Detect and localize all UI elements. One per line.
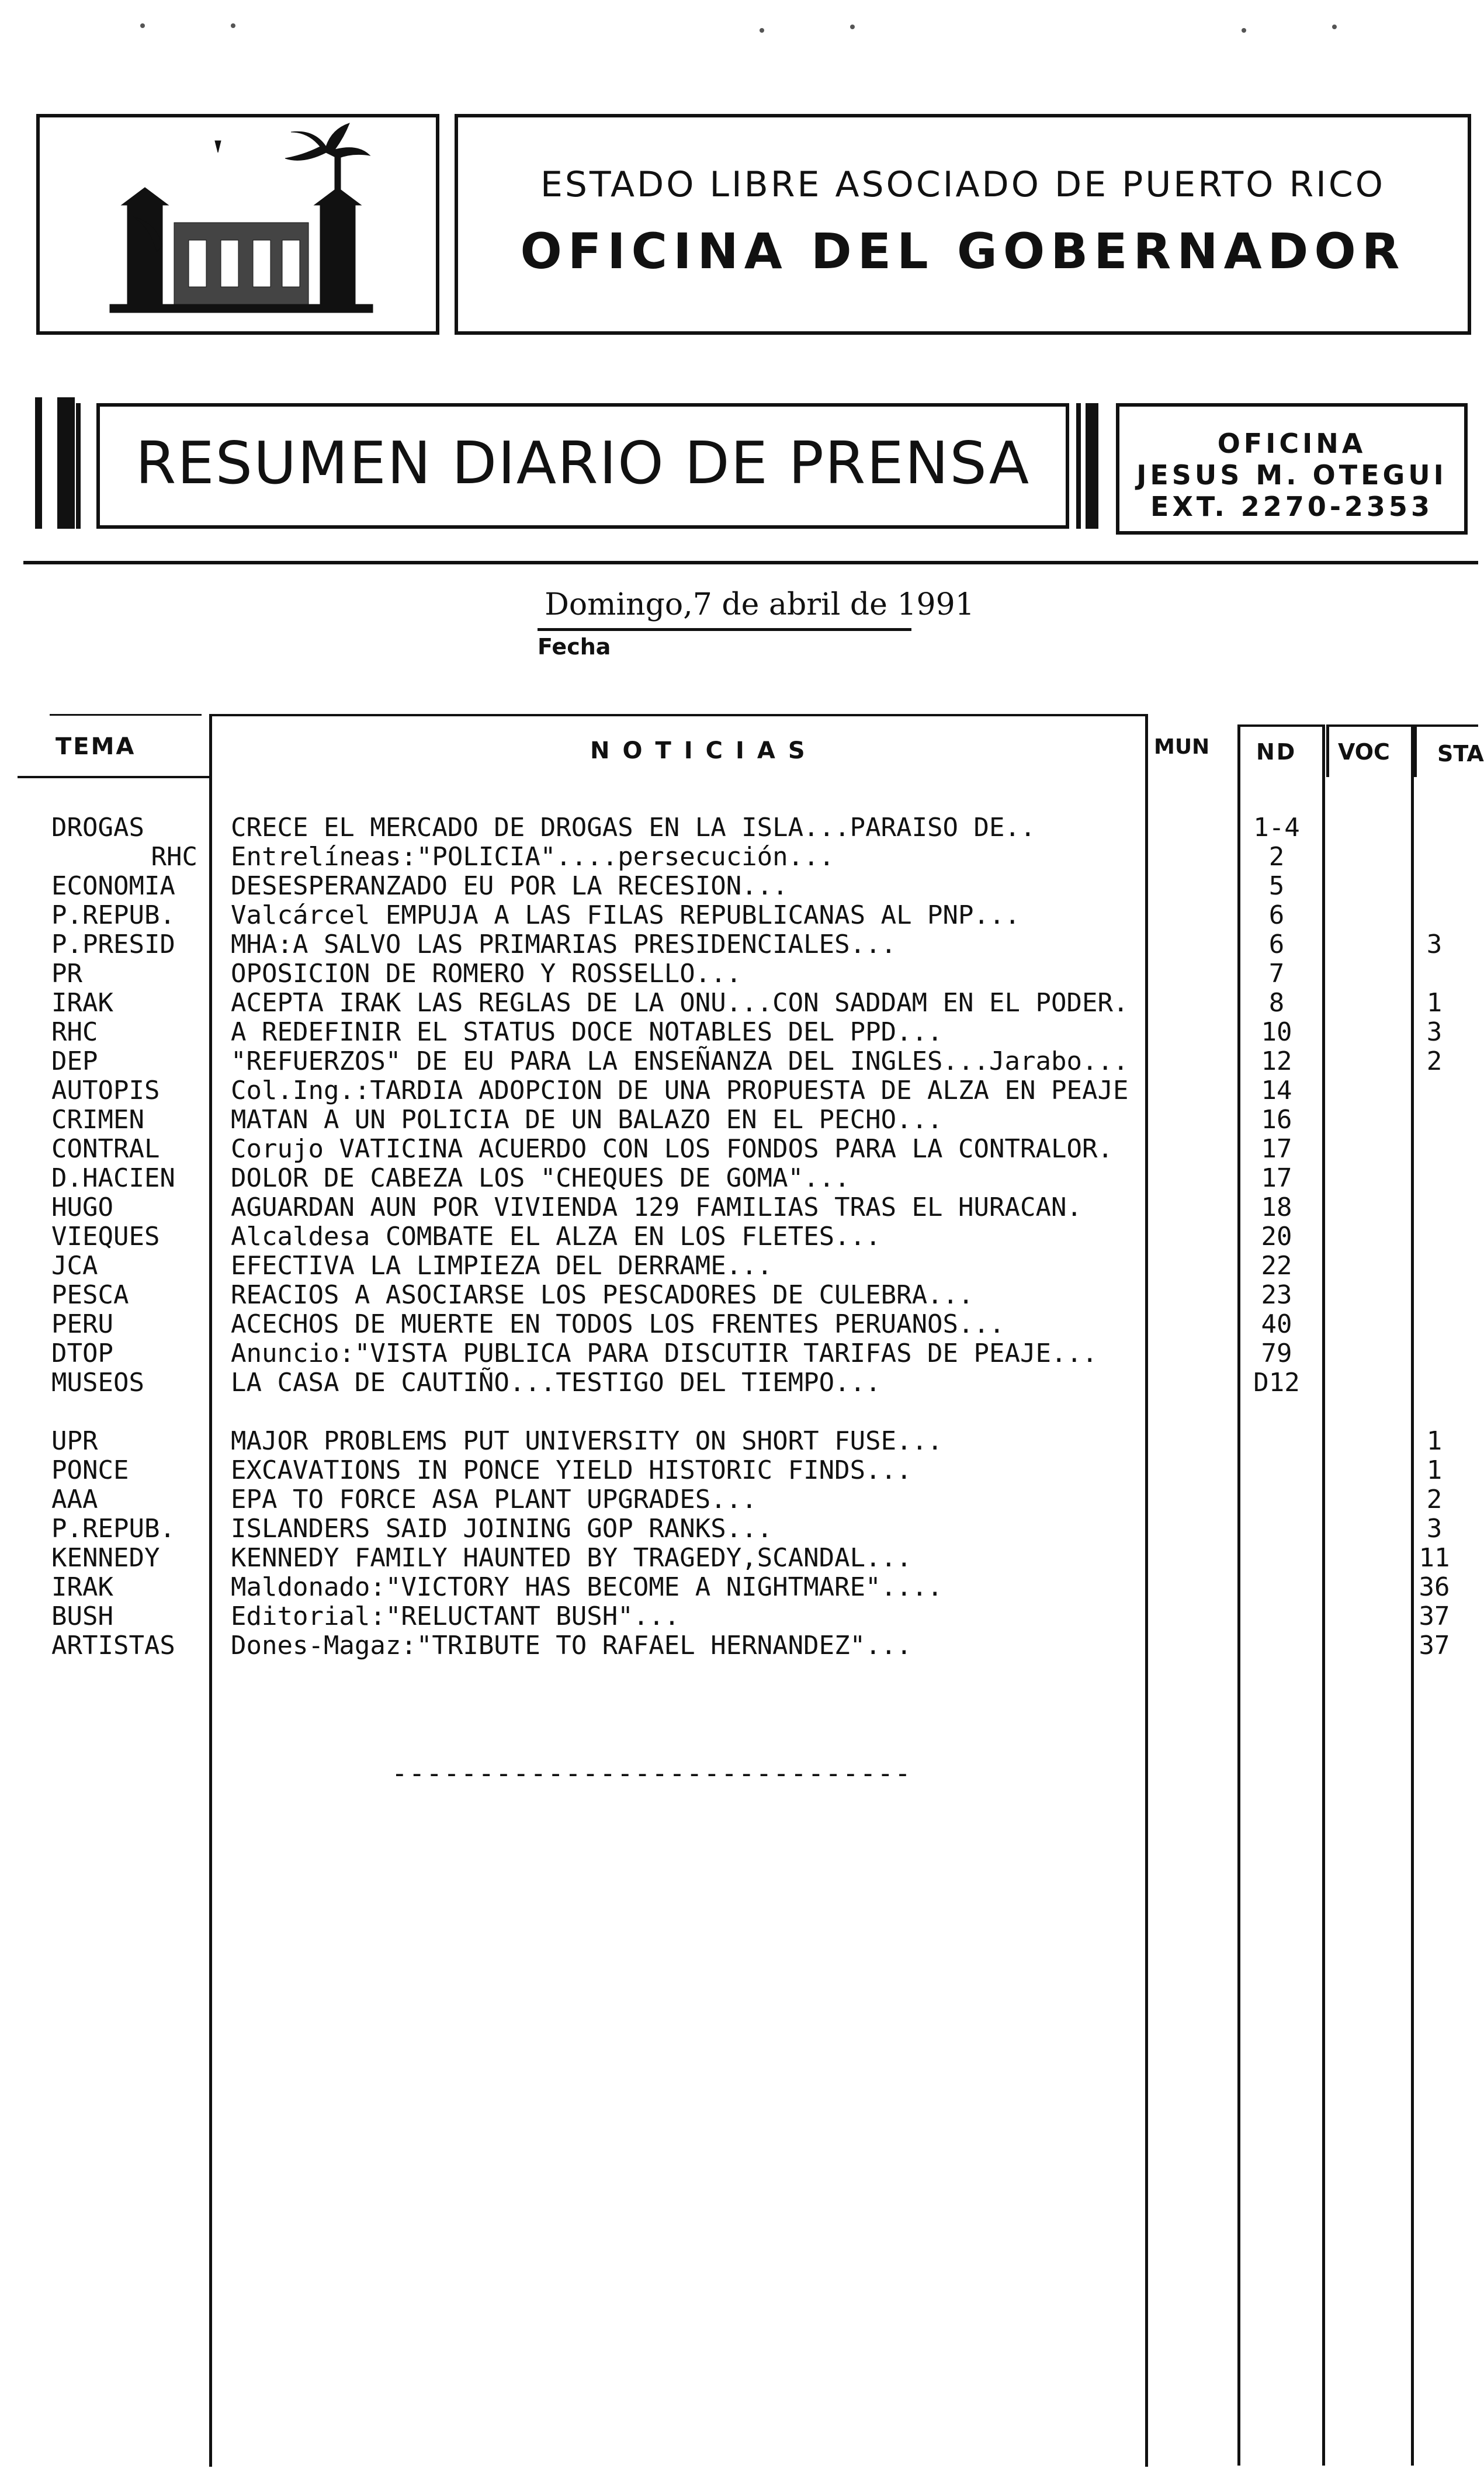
noticia-cell: AGUARDAN AUN POR VIVIENDA 129 FAMILIAS TRAS EL HURACAN.	[231, 1192, 1082, 1222]
tema-cell: VIEQUES	[51, 1222, 160, 1251]
noticia-cell: Valcárcel EMPUJA A LAS FILAS REPUBLICANAS AL PNP...	[231, 900, 1021, 930]
scan-speck	[140, 23, 145, 28]
tema-cell: CRIMEN	[51, 1105, 144, 1135]
column-divider	[209, 714, 212, 2467]
tema-cell: RHC	[51, 1017, 98, 1047]
noticia-cell: Alcaldesa COMBATE EL ALZA EN LOS FLETES...	[231, 1222, 881, 1251]
nd-cell: 17	[1261, 1134, 1292, 1164]
office-title: OFICINA DEL GOBERNADOR	[520, 223, 1406, 280]
noticia-cell: KENNEDY FAMILY HAUNTED BY TRAGEDY,SCANDAL...	[231, 1543, 912, 1573]
tema-cell: AUTOPIS	[51, 1076, 160, 1105]
nd-cell: 6	[1268, 900, 1285, 930]
end-of-list-rule: ------------------------------	[391, 1757, 912, 1789]
scan-speck	[1242, 28, 1246, 33]
table-rule	[1414, 724, 1478, 727]
column-divider	[1414, 724, 1417, 777]
sta-cell: 37	[1419, 1631, 1450, 1660]
noticia-cell: Corujo VATICINA ACUERDO CON LOS FONDOS PARA LA CONTRALOR.	[231, 1134, 1113, 1164]
tema-cell: UPR	[51, 1426, 98, 1456]
noticia-cell: "REFUERZOS" DE EU PARA LA ENSEÑANZA DEL INGLES...Jarabo...	[231, 1046, 1129, 1076]
sta-cell: 36	[1419, 1572, 1450, 1602]
tema-cell: MUSEOS	[51, 1368, 144, 1398]
noticia-cell: EXCAVATIONS IN PONCE YIELD HISTORIC FINDS...	[231, 1455, 912, 1485]
table-rule	[50, 714, 202, 716]
tema-cell: AAA	[51, 1485, 98, 1514]
tema-cell: DROGAS	[51, 813, 144, 843]
noticia-cell: DESESPERANZADO EU POR LA RECESION...	[231, 871, 788, 901]
noticia-cell: Maldonado:"VICTORY HAS BECOME A NIGHTMARE"....	[231, 1572, 943, 1602]
nd-cell: D12	[1253, 1368, 1300, 1398]
noticia-cell: EPA TO FORCE ASA PLANT UPGRADES...	[231, 1485, 757, 1514]
sta-cell: 1	[1426, 1426, 1443, 1456]
banner-bar	[57, 397, 75, 529]
nd-cell: 23	[1261, 1280, 1292, 1310]
column-divider	[1145, 714, 1148, 2467]
column-header-nd: ND	[1256, 739, 1297, 765]
sta-cell: 3	[1426, 1514, 1443, 1544]
header-title-box	[455, 114, 1471, 335]
noticia-cell: Col.Ing.:TARDIA ADOPCION DE UNA PROPUESTA DE ALZA EN PEAJE	[231, 1076, 1129, 1105]
nd-cell: 7	[1268, 959, 1285, 989]
nd-cell: 1-4	[1253, 813, 1300, 843]
noticia-cell: REACIOS A ASOCIARSE LOS PESCADORES DE CULEBRA...	[231, 1280, 974, 1310]
table-rule	[209, 714, 1147, 716]
fortaleza-illustration	[40, 117, 436, 331]
column-header-mun: MUN	[1154, 735, 1210, 759]
office-extension: EXT. 2270-2353	[1150, 491, 1433, 522]
noticia-cell: MAJOR PROBLEMS PUT UNIVERSITY ON SHORT FUSE...	[231, 1426, 943, 1456]
banner-bar	[1076, 403, 1081, 529]
tema-cell: HUGO	[51, 1192, 113, 1222]
column-header-voc: VOC	[1338, 739, 1390, 765]
column-header-sta: STA	[1437, 741, 1484, 767]
office-contact-box	[1116, 403, 1468, 535]
nd-cell: 8	[1268, 988, 1285, 1018]
tema-cell: IRAK	[51, 1572, 113, 1602]
tema-cell: PR	[51, 959, 82, 989]
tema-cell: PESCA	[51, 1280, 129, 1310]
noticia-cell: Dones-Magaz:"TRIBUTE TO RAFAEL HERNANDEZ"...	[231, 1631, 912, 1660]
nd-cell: 10	[1261, 1017, 1292, 1047]
tema-cell: DEP	[51, 1046, 98, 1076]
tema-cell: P.PRESID	[51, 930, 175, 959]
nd-cell: 6	[1268, 930, 1285, 959]
noticia-cell: OPOSICION DE ROMERO Y ROSSELLO...	[231, 959, 742, 989]
table-rule	[1239, 724, 1325, 727]
resumen-title: RESUMEN DIARIO DE PRENSA	[135, 429, 1031, 497]
scan-speck	[850, 25, 855, 29]
office-label: OFICINA	[1217, 428, 1367, 459]
nd-cell: 22	[1261, 1251, 1292, 1281]
tema-cell: IRAK	[51, 988, 113, 1018]
nd-cell: 79	[1261, 1339, 1292, 1368]
tema-cell: D.HACIEN	[51, 1163, 175, 1193]
noticia-cell: MHA:A SALVO LAS PRIMARIAS PRESIDENCIALES...	[231, 930, 897, 959]
noticia-cell: EFECTIVA LA LIMPIEZA DEL DERRAME...	[231, 1251, 773, 1281]
office-name: JESUS M. OTEGUI	[1136, 459, 1447, 491]
government-name: ESTADO LIBRE ASOCIADO DE PUERTO RICO	[540, 164, 1385, 205]
column-divider	[1326, 724, 1329, 777]
tema-cell: ECONOMIA	[51, 871, 175, 901]
scan-speck	[760, 28, 764, 33]
noticia-cell: ACEPTA IRAK LAS REGLAS DE LA ONU...CON SADDAM EN EL PODER.	[231, 988, 1129, 1018]
table-rule	[1326, 724, 1414, 727]
banner-bar	[35, 397, 42, 529]
sta-cell: 2	[1426, 1046, 1443, 1076]
tema-cell: BUSH	[51, 1601, 113, 1631]
tema-cell: KENNEDY	[51, 1543, 160, 1573]
nd-cell: 2	[1268, 842, 1285, 872]
tema-cell: PONCE	[51, 1455, 129, 1485]
section-divider	[23, 561, 1478, 564]
noticia-cell: ACECHOS DE MUERTE EN TODOS LOS FRENTES PERUANOS...	[231, 1309, 1005, 1339]
tema-cell: P.REPUB.	[51, 900, 175, 930]
sta-cell: 37	[1419, 1601, 1450, 1631]
column-divider	[1322, 724, 1325, 2466]
sta-cell: 2	[1426, 1485, 1443, 1514]
nd-cell: 20	[1261, 1222, 1292, 1251]
noticia-cell: CRECE EL MERCADO DE DROGAS EN LA ISLA...PARAISO DE..	[231, 813, 1036, 843]
noticia-cell: A REDEFINIR EL STATUS DOCE NOTABLES DEL PPD...	[231, 1017, 943, 1047]
nd-cell: 40	[1261, 1309, 1292, 1339]
nd-cell: 12	[1261, 1046, 1292, 1076]
date-label: Fecha	[538, 634, 611, 660]
nd-cell: 14	[1261, 1076, 1292, 1105]
report-date: Domingo,7 de abril de 1991	[545, 587, 975, 622]
nd-cell: 16	[1261, 1105, 1292, 1135]
tema-cell: PERU	[51, 1309, 113, 1339]
banner-bar	[1086, 403, 1098, 529]
tema-cell: JCA	[51, 1251, 98, 1281]
sta-cell: 1	[1426, 1455, 1443, 1485]
noticia-cell: Entrelíneas:"POLICIA"....persecución...	[231, 842, 835, 872]
noticia-cell: ISLANDERS SAID JOINING GOP RANKS...	[231, 1514, 773, 1544]
table-rule	[18, 776, 210, 778]
sta-cell: 3	[1426, 1017, 1443, 1047]
noticia-cell: MATAN A UN POLICIA DE UN BALAZO EN EL PECHO...	[231, 1105, 943, 1135]
date-underline	[538, 628, 911, 631]
governor-building-engraving	[36, 114, 439, 335]
tema-cell: DTOP	[51, 1339, 113, 1368]
nd-cell: 5	[1268, 871, 1285, 901]
noticia-cell: LA CASA DE CAUTIÑO...TESTIGO DEL TIEMPO...	[231, 1368, 881, 1398]
tema-cell: CONTRAL	[51, 1134, 160, 1164]
scan-speck	[1332, 25, 1337, 29]
column-header-noticias: NOTICIAS	[590, 737, 818, 764]
column-header-tema: TEMA	[56, 733, 136, 760]
tema-cell: RHC	[151, 842, 197, 872]
noticia-cell: DOLOR DE CABEZA LOS "CHEQUES DE GOMA"...	[231, 1163, 850, 1193]
sta-cell: 11	[1419, 1543, 1450, 1573]
resumen-banner	[96, 403, 1069, 529]
noticia-cell: Anuncio:"VISTA PUBLICA PARA DISCUTIR TARIFAS DE PEAJE...	[231, 1339, 1098, 1368]
tema-cell: P.REPUB.	[51, 1514, 175, 1544]
scan-speck	[231, 23, 235, 28]
sta-cell: 3	[1426, 930, 1443, 959]
tema-cell: ARTISTAS	[51, 1631, 175, 1660]
noticia-cell: Editorial:"RELUCTANT BUSH"...	[231, 1601, 680, 1631]
nd-cell: 18	[1261, 1192, 1292, 1222]
sta-cell: 1	[1426, 988, 1443, 1018]
banner-bar	[76, 403, 81, 529]
nd-cell: 17	[1261, 1163, 1292, 1193]
